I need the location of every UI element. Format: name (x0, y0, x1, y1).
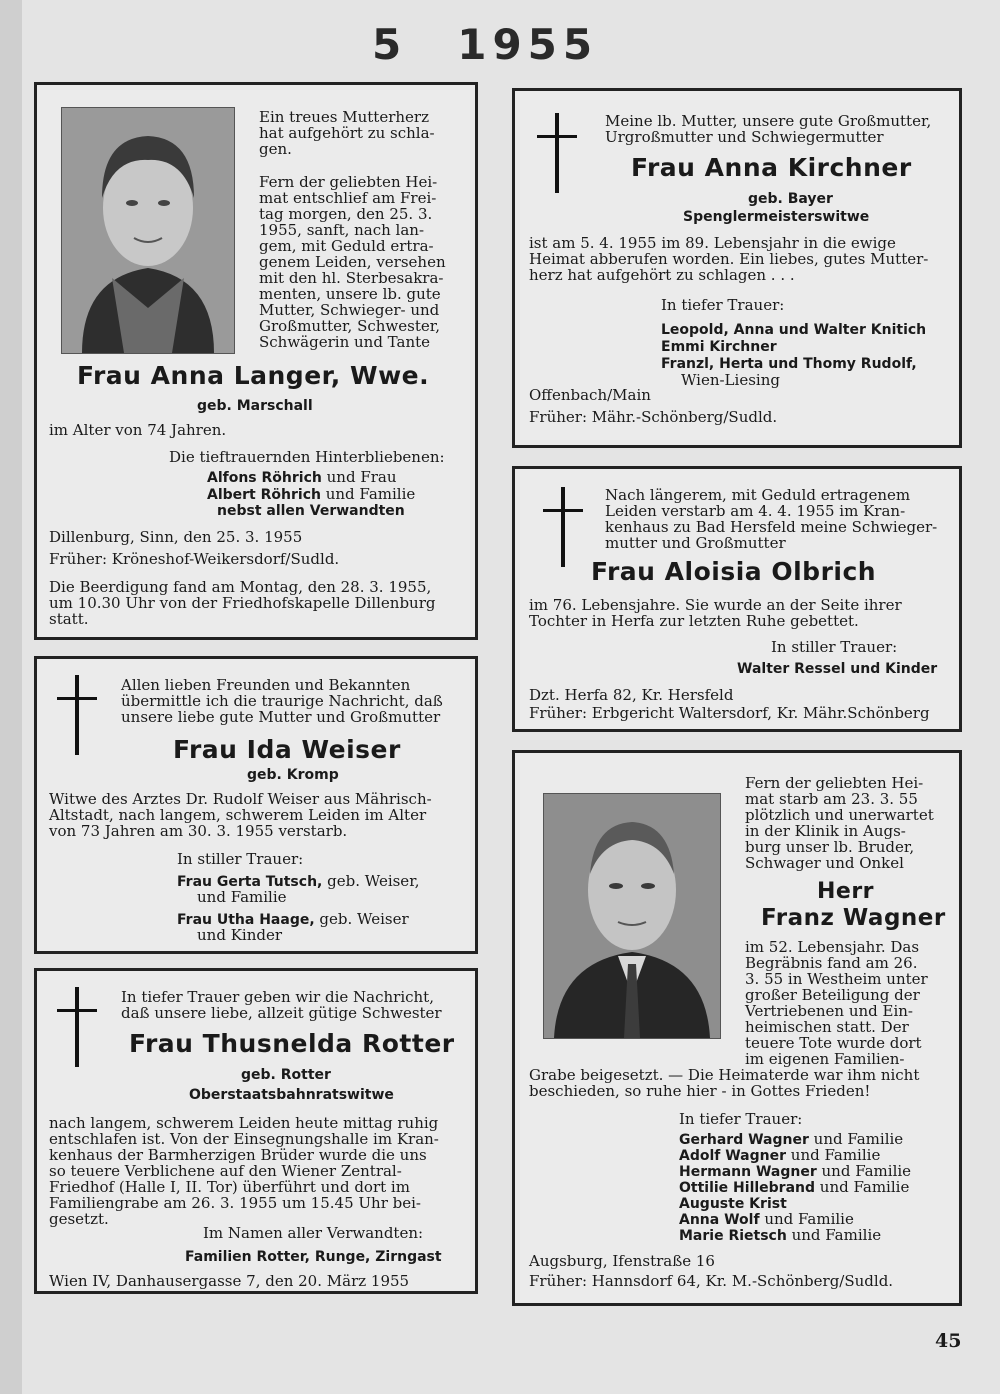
cross-icon (537, 113, 577, 193)
text-line: statt. (49, 610, 89, 628)
text-line: plötzlich und unerwartet (745, 806, 934, 824)
text-line: mutter und Großmutter (605, 534, 786, 552)
text-line: gen. (259, 140, 292, 158)
mourner-line: Walter Ressel und Kinder (737, 661, 938, 677)
place: Augsburg, Ifenstraße 16 (529, 1252, 715, 1270)
place: Offenbach/Main (529, 386, 651, 404)
mourner-line: und Kinder (197, 926, 283, 944)
mourner-line (679, 1227, 881, 1245)
text-line: Heimat abberufen worden. Ein liebes, gutes Mutter- (529, 250, 929, 268)
deceased-name: Frau Anna Kirchner (631, 153, 912, 182)
text-line: genem Leiden, versehen (259, 253, 446, 271)
mourner-suffix: und Familie (759, 1210, 854, 1228)
text-line: gesetzt. (49, 1210, 109, 1228)
text-line: um 10.30 Uhr von der Friedhofskapelle Dillenburg (49, 594, 436, 612)
former-residence: Früher: Erbgericht Waltersdorf, Kr. Mähr.Schönberg (529, 704, 930, 722)
text-line: Urgroßmutter und Schwiegermutter (605, 128, 884, 146)
obituary-anna-langer (34, 82, 478, 640)
portrait-photo-franz-wagner (543, 793, 721, 1039)
mourner-name: Anna Wolf (679, 1212, 760, 1228)
cross-icon (57, 987, 97, 1067)
text-line: kenhaus der Barmherzigen Brüder wurde die uns (49, 1146, 427, 1164)
deceased-title: Oberstaatsbahnratswitwe (189, 1087, 394, 1103)
text-line: Allen lieben Freunden und Bekannten (121, 676, 411, 694)
text-line: In tiefer Trauer geben wir die Nachricht, (121, 988, 434, 1006)
page-binding-edge (0, 0, 22, 1394)
text-line: Nach längerem, mit Geduld ertragenem (605, 486, 911, 504)
mourner-name: Frau Gerta Tutsch, (177, 874, 323, 890)
mourner-suffix: und Familie (815, 1178, 910, 1196)
maiden-name: geb. Kromp (247, 767, 339, 783)
mourner-suffix: geb. Weiser (314, 910, 409, 928)
deceased-name: Frau Thusnelda Rotter (129, 1029, 455, 1058)
text-line: im 76. Lebensjahre. Sie wurde an der Seite ihrer (529, 596, 902, 614)
text-line: daß unsere liebe, allzeit gütige Schwester (121, 1004, 442, 1022)
deceased-name: Frau Aloisia Olbrich (591, 557, 877, 586)
issue-year: 1955 (457, 20, 599, 69)
mourner-name: Albert Röhrich (207, 487, 321, 503)
mourner-name: Alfons Röhrich (207, 470, 322, 486)
deceased-name: Franz Wagner (761, 905, 946, 931)
mourner-suffix: und Familie (320, 485, 416, 503)
text-line: mat starb am 23. 3. 55 (745, 790, 918, 808)
mourner-line: Familien Rotter, Runge, Zirngast (185, 1249, 442, 1265)
text-line: Familiengrabe am 26. 3. 1955 um 15.45 Uhr bei- (49, 1194, 421, 1212)
mourner-name: Hermann Wagner (679, 1164, 817, 1180)
page-header (372, 20, 598, 69)
former-residence: Früher: Hannsdorf 64, Kr. M.-Schönberg/Sudld. (529, 1272, 894, 1290)
text-line: mit den hl. Sterbesakra- (259, 269, 444, 287)
text-line: Vertriebenen und Ein- (745, 1002, 913, 1020)
place: Dzt. Herfa 82, Kr. Hersfeld (529, 686, 734, 704)
text-line: unsere liebe gute Mutter und Großmutter (121, 708, 441, 726)
text-line: übermittle ich die traurige Nachricht, daß (121, 692, 443, 710)
mourner-name: Marie Rietsch (679, 1228, 787, 1244)
text-line: Leiden verstarb am 4. 4. 1955 im Kran- (605, 502, 906, 520)
text-line: ist am 5. 4. 1955 im 89. Lebensjahr in die ewige (529, 234, 896, 252)
cross-icon (543, 487, 583, 567)
text-line: Ein treues Mutterherz (259, 108, 429, 126)
place-date: Dillenburg, Sinn, den 25. 3. 1955 (49, 528, 303, 546)
obituary-franz-wagner (512, 750, 962, 1306)
text-line: Mutter, Schwieger- und (259, 301, 440, 319)
mourner-suffix: und Frau (321, 468, 397, 486)
text-line: Meine lb. Mutter, unsere gute Großmutter, (605, 112, 932, 130)
text-line: 1955, sanft, nach lan- (259, 221, 425, 239)
text-line: 3. 55 in Westheim unter (745, 970, 928, 988)
text-line: im eigenen Familien- (745, 1050, 905, 1068)
text-line: herz hat aufgehört zu schlagen . . . (529, 266, 795, 284)
text-line: heimischen statt. Der (745, 1018, 909, 1036)
text-line: Begräbnis fand am 26. (745, 954, 918, 972)
text-line: nach langem, schwerem Leiden heute mittag ruhig (49, 1114, 439, 1132)
mourners-intro: In stiller Trauer: (177, 850, 304, 868)
deceased-title: Herr (817, 879, 875, 904)
text-line: Großmutter, Schwester, (259, 317, 441, 335)
text-line: großer Beteiligung der (745, 986, 920, 1004)
former-residence: Früher: Kröneshof-Weikersdorf/Sudld. (49, 550, 340, 568)
text-line: Fern der geliebten Hei- (259, 173, 438, 191)
text-line: menten, unsere lb. gute (259, 285, 441, 303)
text-line: mat entschlief am Frei- (259, 189, 437, 207)
mourners-intro: In tiefer Trauer: (679, 1110, 803, 1128)
mourner-suffix: geb. Weiser, (322, 872, 420, 890)
mourners-intro: In stiller Trauer: (771, 638, 898, 656)
text-line: teuere Tote wurde dort (745, 1034, 922, 1052)
obituary-thusnelda-rotter (34, 968, 478, 1294)
mourner-line: nebst allen Verwandten (217, 503, 405, 519)
deceased-name: Frau Anna Langer, Wwe. (77, 361, 430, 390)
text-line: im 52. Lebensjahr. Das (745, 938, 920, 956)
maiden-name: geb. Rotter (241, 1067, 331, 1083)
portrait-photo-anna-langer (61, 107, 235, 354)
place-date: Wien IV, Danhausergasse 7, den 20. März 1955 (49, 1272, 410, 1290)
mourner-name: Gerhard Wagner (679, 1132, 809, 1148)
mourner-suffix: und Familie (808, 1130, 904, 1148)
mourner-line (207, 469, 397, 487)
mourner-line (679, 1179, 909, 1197)
mourner-name: Frau Utha Haage, (177, 912, 315, 928)
mourner-name: Auguste Krist (679, 1196, 787, 1212)
text-line: Altstadt, nach langem, schwerem Leiden im Alter (49, 806, 427, 824)
text-line: burg unser lb. Bruder, (745, 838, 915, 856)
mourners-intro: Die tieftrauernden Hinterbliebenen: (169, 448, 445, 466)
mourner-line: und Familie (197, 888, 287, 906)
text-line: Die Beerdigung fand am Montag, den 28. 3. 1955, (49, 578, 432, 596)
text-line: so teuere Verblichene auf den Wiener Zentral- (49, 1162, 402, 1180)
deceased-name: Frau Ida Weiser (173, 735, 401, 764)
text-line: tag morgen, den 25. 3. (259, 205, 433, 223)
text-line: gem, mit Geduld ertra- (259, 237, 434, 255)
mourner-line: Emmi Kirchner (661, 339, 777, 355)
issue-number: 5 (372, 20, 408, 69)
text-line: Schwager und Onkel (745, 854, 904, 872)
obituary-anna-kirchner (512, 88, 962, 448)
mourners-intro: In tiefer Trauer: (661, 296, 785, 314)
age-line: im Alter von 74 Jahren. (49, 421, 227, 439)
mourner-line (207, 486, 415, 504)
text-line: von 73 Jahren am 30. 3. 1955 verstarb. (49, 822, 348, 840)
mourner-line: Franzl, Herta und Thomy Rudolf, (661, 356, 917, 372)
text-line: Schwägerin und Tante (259, 333, 431, 351)
mourner-place: Wien-Liesing (681, 371, 780, 389)
mourner-name: Adolf Wagner (679, 1148, 787, 1164)
mourner-suffix: und Familie (786, 1226, 882, 1244)
text-line: Friedhof (Halle I, II. Tor) überführt und dort im (49, 1178, 410, 1196)
maiden-name: geb. Marschall (197, 398, 313, 414)
text-line: Tochter in Herfa zur letzten Ruhe gebettet. (529, 612, 859, 630)
text-line: in der Klinik in Augs- (745, 822, 906, 840)
obituary-ida-weiser (34, 656, 478, 954)
text-line: kenhaus zu Bad Hersfeld meine Schwieger- (605, 518, 938, 536)
text-line: Witwe des Arztes Dr. Rudolf Weiser aus Mährisch- (49, 790, 432, 808)
text-line: Fern der geliebten Hei- (745, 774, 924, 792)
mourner-name: Ottilie Hillebrand (679, 1180, 816, 1196)
text-line: beschieden, so ruhe hier - in Gottes Frieden! (529, 1082, 871, 1100)
cross-icon (57, 675, 97, 755)
deceased-title: Spenglermeisterswitwe (683, 209, 870, 225)
text-line: Grabe beigesetzt. — Die Heimaterde war ihm nicht (529, 1066, 920, 1084)
page-number: 45 (935, 1330, 962, 1352)
obituary-aloisia-olbrich (512, 466, 962, 732)
former-residence: Früher: Mähr.-Schönberg/Sudld. (529, 408, 778, 426)
mourner-suffix: und Familie (816, 1162, 912, 1180)
maiden-name: geb. Bayer (748, 191, 833, 207)
text-line: hat aufgehört zu schla- (259, 124, 435, 142)
mourner-line: Leopold, Anna und Walter Knitich (661, 322, 927, 338)
mourner-suffix: und Familie (786, 1146, 881, 1164)
text-line: entschlafen ist. Von der Einsegnungshalle im Kran- (49, 1130, 439, 1148)
mourners-intro: Im Namen aller Verwandten: (203, 1224, 424, 1242)
